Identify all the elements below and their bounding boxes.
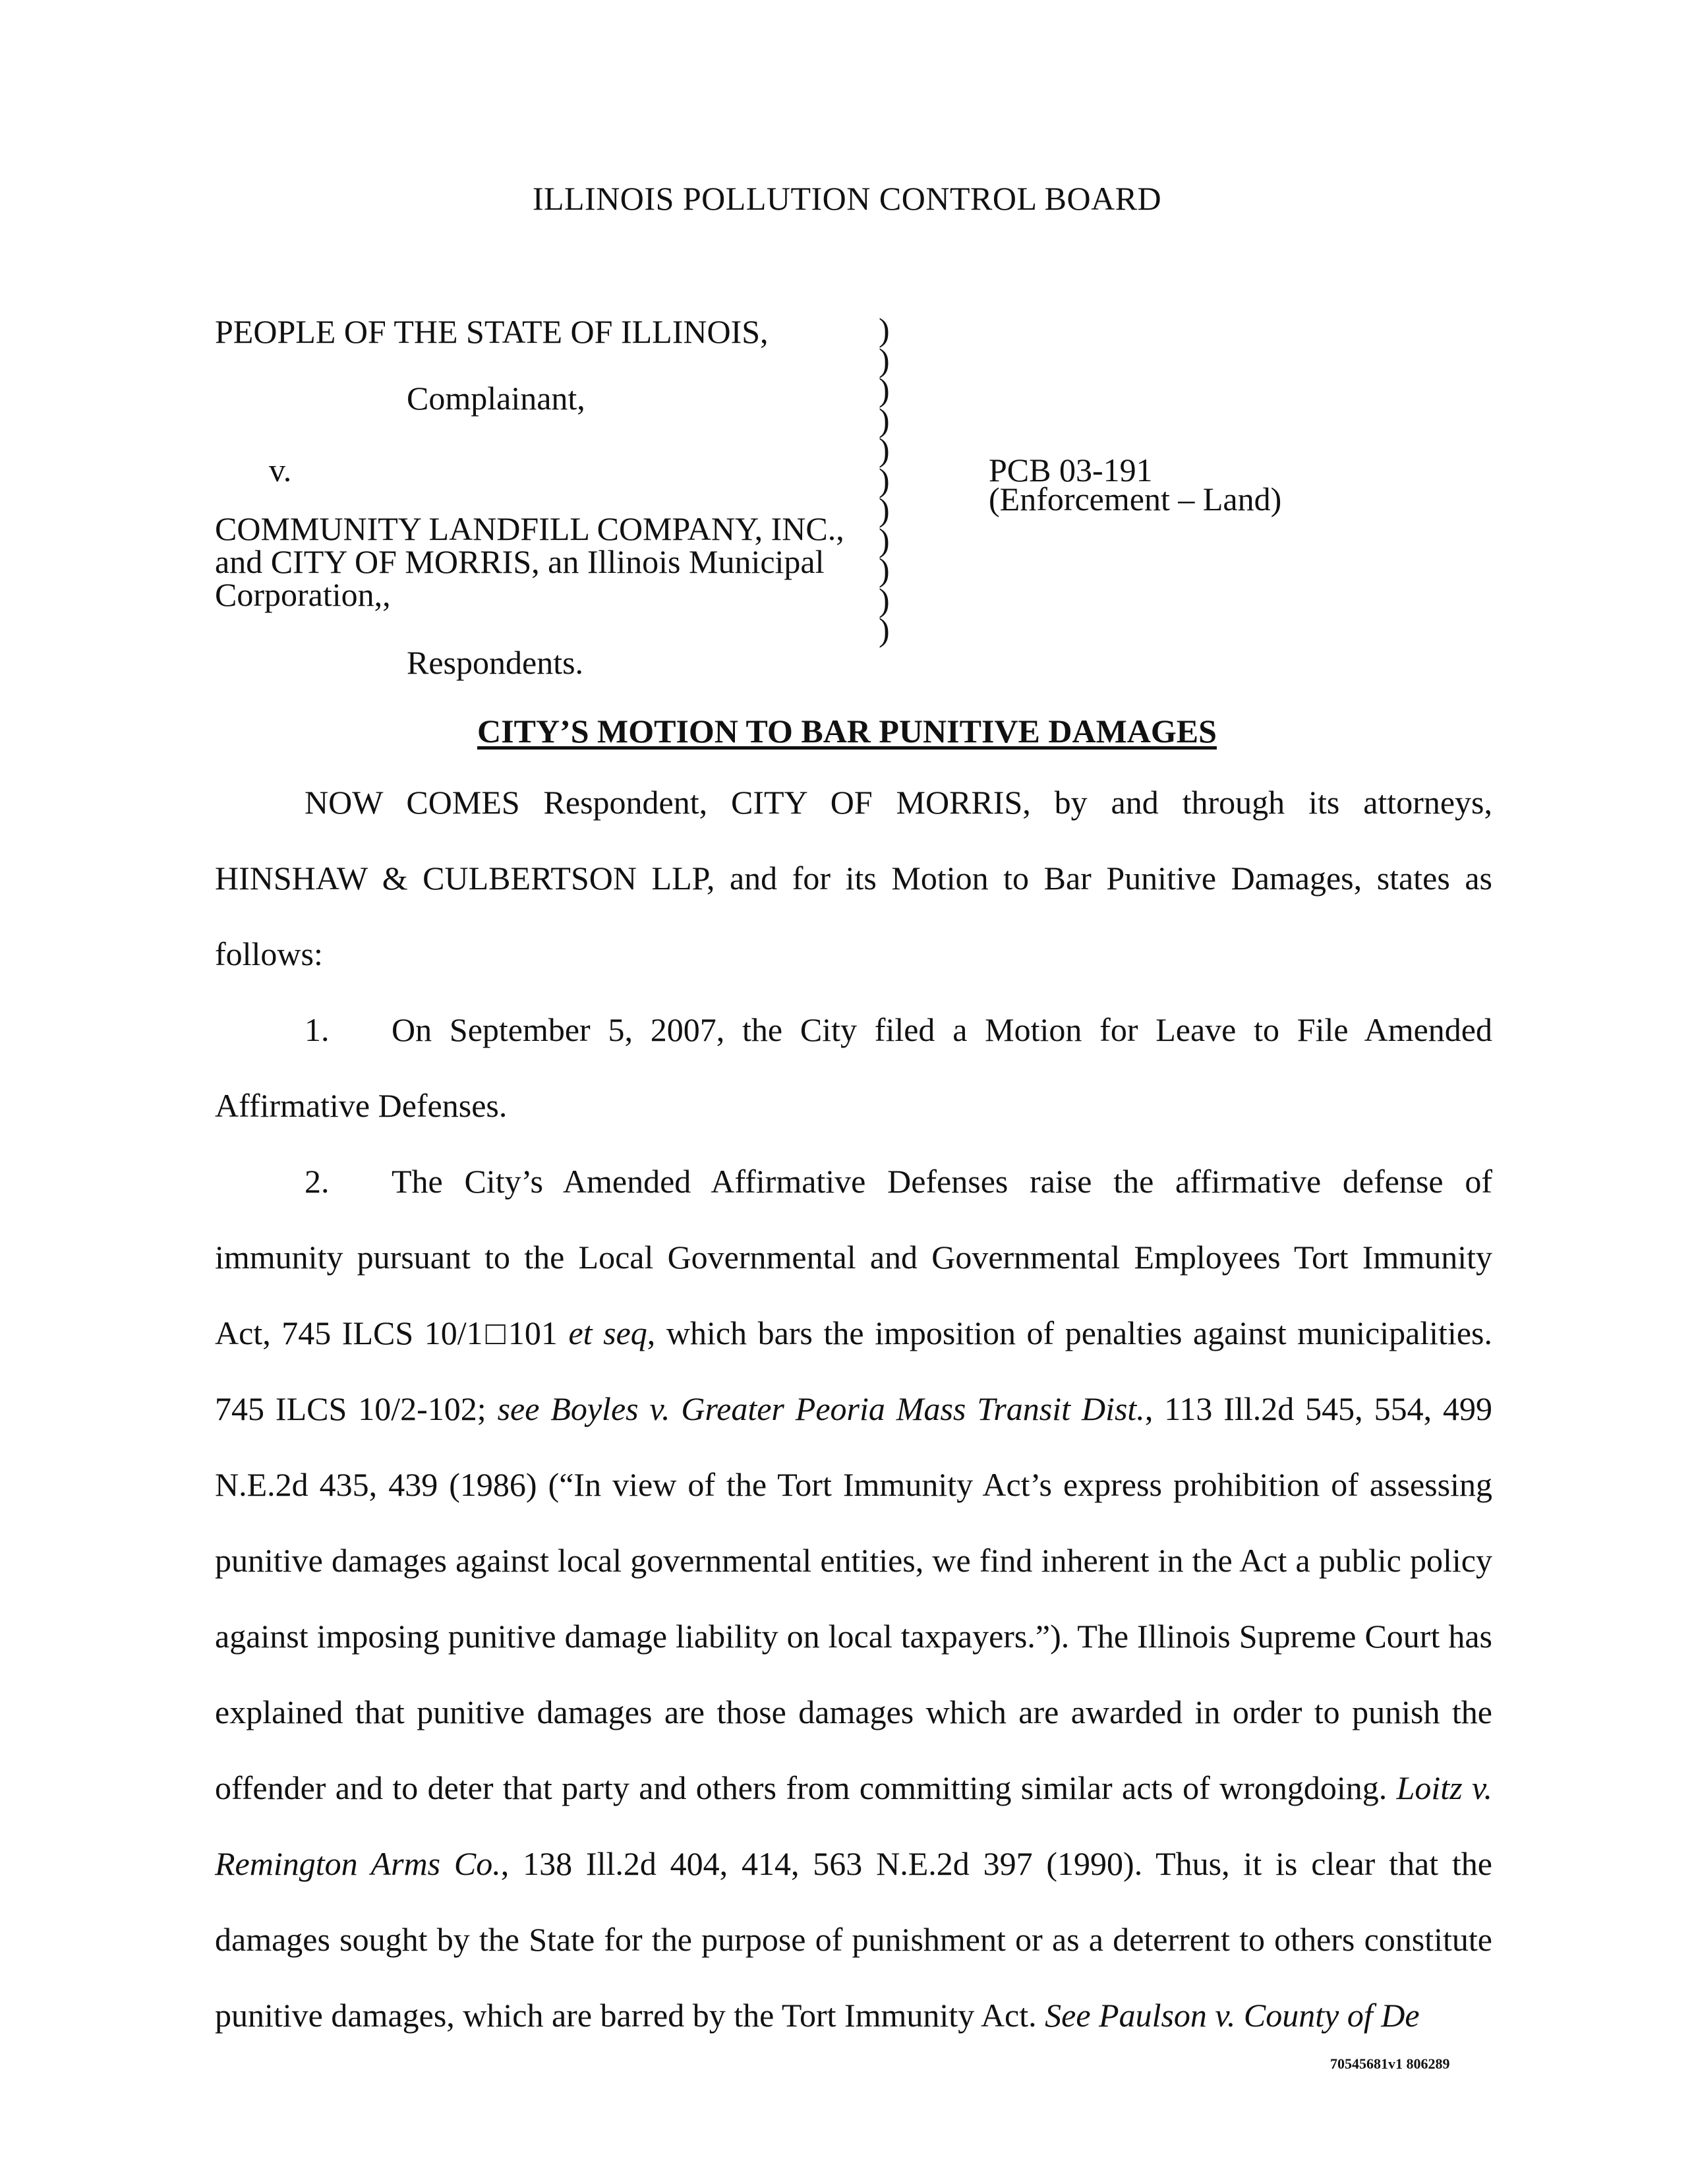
paren: ): [879, 491, 890, 528]
paren: ): [879, 581, 890, 618]
paren: ): [879, 461, 890, 498]
paren: ): [879, 551, 890, 588]
paragraph-text: , 138 Ill.2d 404, 414, 563 N.E.2d 397 (1990). Thus, it is clear that the damages sought by the State for the purpose of punishment or as a deterrent to others constitute punitive damages, which are barred by the Tort Immunity Act.: [215, 1845, 1493, 2034]
paren: ): [879, 371, 890, 408]
motion-body: [215, 765, 1492, 2053]
document-id-footer: 70545681v1 806289: [1330, 2055, 1450, 2072]
numbered-paragraph-2: [215, 1144, 1492, 2053]
citation-italic: Loitz v. Remington Arms Co.: [215, 1769, 1492, 1882]
caption-plaintiff-role: Complainant,: [407, 380, 585, 417]
paragraph-number: 2.: [305, 1163, 330, 1200]
paren: ): [879, 341, 890, 378]
caption-defendant-line1: COMMUNITY LANDFILL COMPANY, INC.,: [215, 510, 844, 547]
paragraph-number: 1.: [305, 1011, 330, 1048]
caption-defendant-line3: Corporation,,: [215, 576, 391, 613]
caption-versus: v.: [269, 452, 292, 488]
citation-italic: et seq: [568, 1314, 647, 1351]
numbered-paragraph-1: [215, 992, 1492, 1144]
paragraph-text: On September 5, 2007, the City filed a Motion for Leave to File Amended Affirmative Defenses.: [215, 1011, 1492, 1124]
caption-plaintiff: PEOPLE OF THE STATE OF ILLINOIS,: [215, 313, 769, 350]
board-title: ILLINOIS POLLUTION CONTROL BOARD: [532, 180, 1162, 217]
paren: ): [879, 311, 890, 348]
paragraph-text: The City’s Amended Affirmative Defenses raise the affirmative defense of immunity pursuant to the Local Governmental and Governmental Employees Tort Immunity Act, 745 ILCS 10/1□101: [215, 1163, 1492, 1351]
paren: ): [879, 431, 890, 468]
caption-defendant-role: Respondents.: [407, 644, 584, 681]
paren: ): [879, 401, 890, 438]
citation-italic: see Boyles v. Greater Peoria Mass Transit Dist.: [497, 1390, 1145, 1427]
case-type: (Enforcement – Land): [989, 481, 1282, 517]
intro-paragraph: NOW COMES Respondent, CITY OF MORRIS, by and through its attorneys, HINSHAW & CULBERTSON LLP, and for its Motion to Bar Punitive Damages, states as follows:: [215, 784, 1492, 972]
paren: ): [879, 521, 890, 558]
case-number: PCB 03-191: [989, 452, 1153, 488]
motion-title: CITY’S MOTION TO BAR PUNITIVE DAMAGES: [477, 713, 1217, 750]
citation-italic: See Paulson v. County of De: [1045, 1997, 1420, 2034]
paren: ): [879, 611, 890, 648]
paragraph-text: , 113 Ill.2d 545, 554, 499 N.E.2d 435, 439 (1986) (“In view of the Tort Immunity Act’s express prohibition of assessing punitive damages against local governmental entities, we find inherent in the Act a public policy against imposing punitive damage liability on local taxpayers.”). The Illinois Supreme Court has explained that punitive damages are those damages which are awarded in order to punish the offender and to deter that party and others from committing similar acts of wrongdoing.: [215, 1390, 1492, 1806]
caption-defendant-line2: and CITY OF MORRIS, an Illinois Municipal: [215, 543, 825, 580]
paragraph-text: , which bars the imposition of penalties against municipalities. 745 ILCS 10/2-102;: [215, 1314, 1492, 1427]
caption-paren-column: [879, 311, 890, 648]
